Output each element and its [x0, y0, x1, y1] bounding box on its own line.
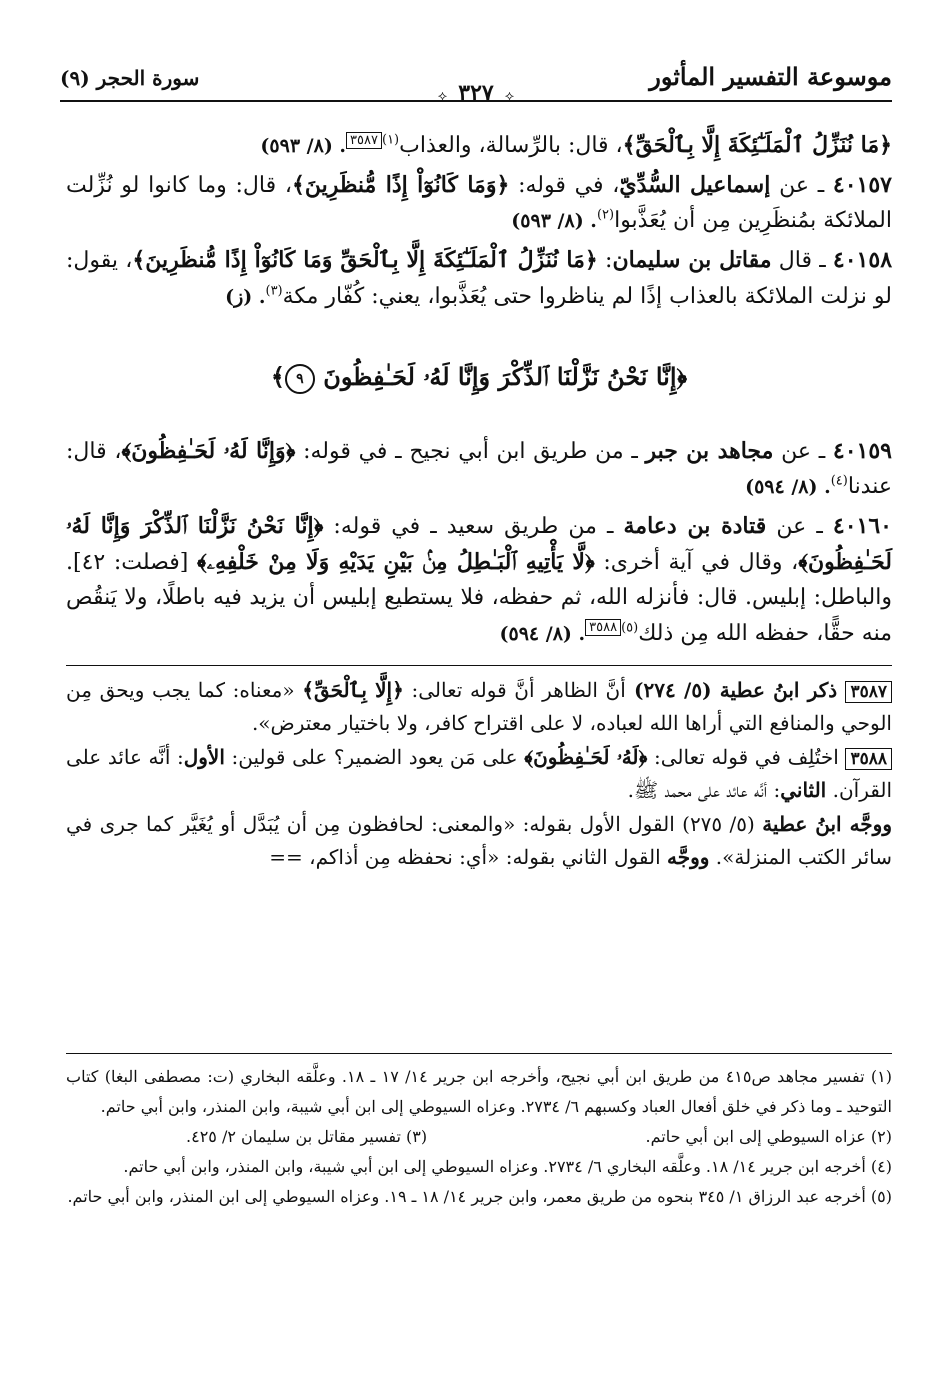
commentary-text: اختُلِف في قوله تعالى: [647, 745, 846, 770]
narration-text: ، وقال في آية أخرى: [594, 549, 799, 575]
narrator-name: قتادة بن دعامة [623, 512, 767, 539]
page-number: ٣٢٧ [458, 80, 494, 106]
ornament-icon: ⟡ [437, 88, 448, 104]
quran-quote: ﴿وَإِنَّا لَهُۥ لَحَـٰفِظُونَ﴾ [121, 437, 296, 464]
commentary-ref-box: ٣٥٨٨ [585, 619, 621, 636]
commentary-text: على مَن يعود الضمير؟ على قولين: [224, 745, 525, 770]
narration-text: : [597, 247, 613, 273]
footnote-ref: (٣) [265, 283, 283, 299]
footnote-ref: (١) [381, 132, 400, 148]
narration-text: ـ عن [766, 513, 833, 539]
quran-quote: ﴿مَا نُنَزِّلُ ٱلْمَلَـٰٓئِكَةَ إِلَّا بِٱلْحَقِّ وَمَا كَانُوٓاْ إِذًا مُّنظَرِينَ﴾ [132, 246, 598, 273]
narration [66, 243, 892, 314]
narration-text: ـ عن [773, 438, 833, 464]
commentary-note [66, 741, 892, 806]
commentary-divider [66, 665, 892, 666]
quran-quote: ﴿وَمَا كَانُوٓاْ إِذًا مُّنظَرِينَ﴾ [291, 171, 510, 198]
book-title: موسوعة التفسير المأثور [649, 62, 892, 91]
ornament-icon: ⟡ [504, 88, 515, 104]
footnote-ref: (٢) [596, 207, 615, 223]
source-ref: . (٨/ ٥٩٤) [745, 476, 831, 499]
verse-close: ﴾ [270, 362, 285, 392]
narration-number: ٤٠١٦٠ [832, 512, 892, 539]
commentary-lead: ذكر ابنُ عطية (٥/ ٢٧٤) [625, 678, 846, 703]
commentary-note [66, 674, 892, 739]
footnote: (٣) تفسير مقاتل بن سليمان ٢/ ٤٢٥. [186, 1127, 428, 1147]
narration-text: ـ من طريق ابن أبي نجيح ـ في قوله: [295, 438, 646, 464]
verse-text: ﴿إِنَّا نَحْنُ نَزَّلْنَا ٱلذِّكْرَ وَإِنَّا لَهُۥ لَحَـٰفِظُونَ [323, 362, 688, 392]
footnotes [66, 1062, 892, 1212]
surah-title: سورة الحجر (٩) [60, 66, 200, 90]
verse-heading [66, 362, 892, 394]
footnote-ref: (٤) [830, 473, 848, 489]
verse-number-badge: ٩ [285, 364, 315, 394]
quran-quote: ﴿إِلَّا بِٱلْحَقِّ﴾ [302, 678, 404, 703]
commentary-bold: ووجَّه [667, 844, 710, 869]
source-ref: . (٨/ ٥٩٣) [260, 135, 347, 157]
narration-text: ـ من طريق سعيد ـ في قوله: [323, 513, 624, 539]
narration-number: ٤٠١٥٩ [832, 437, 892, 464]
source-ref: . (ز) [225, 285, 266, 308]
footnote: (٢) عزاه السيوطي إلى ابن أبي حاتم. [645, 1127, 892, 1147]
narration [66, 509, 892, 652]
narration-text: ـ قال [771, 247, 833, 273]
header-divider [60, 100, 892, 102]
footnote: (١) تفسير مجاهد ص٤١٥ من طريق ابن أبي نجيح، وأخرجه ابن جرير ١٤/ ١٧ ـ ١٨. وعلَّقه البخاري (ت: مصطفى البغا) كتاب التوحيد ـ وما ذكر في خلق أفعال العباد وكسبهم ٦/ ٢٧٣٤. وعزاه السيوطي إلى ابن أبي شيبة، وابن المنذر، وابن أبي حاتم. [66, 1067, 893, 1117]
narration-continuation [66, 128, 892, 164]
footnote: (٤) أخرجه ابن جرير ١٤/ ١٨. وعلَّقه البخاري ٦/ ٢٧٣٤. وعزاه السيوطي إلى ابن أبي شيبة، وابن المنذر، وابن أبي حاتم. [123, 1157, 892, 1177]
narration [66, 168, 892, 239]
narration-text: ، يقول: لو نزلت الملائكة بالعذاب إذًا لم يناظروا حتى يُعَذَّبوا، يعني: كُفّار مكة [66, 247, 892, 309]
commentary-text: «معناه: كما يجب ويحق مِن الوحي والمنافع التي أراها الله لعباده، لا على اقتراح كافر، ولا باختيار معترض». [66, 678, 892, 735]
narration-text: ، قال: عندنا [66, 438, 892, 500]
narration-text: ، قال: وما كانوا لو نُزِّلت الملائكة بمُنظَرِين مِن أن يُعَذَّبوا [66, 172, 892, 234]
commentary-bold: الثاني [780, 777, 827, 802]
narration-number: ٤٠١٥٧ [832, 171, 892, 198]
narrator-name: مقاتل بن سليمان [612, 246, 772, 273]
quran-quote: ﴿لَهُۥ لَحَـٰفِظُونَ﴾ [524, 745, 648, 770]
narrator-name: إسماعيل السُّدِّيّ [619, 171, 771, 198]
narration-text: ـ عن [770, 172, 833, 198]
narration-number: ٤٠١٥٨ [832, 246, 893, 273]
footnote: (٥) أخرجه عبد الرزاق ١/ ٣٤٥ بنحوه من طريق معمر، وابن جرير ١٤/ ١٨ ـ ١٩. وعزاه السيوطي إلى ابن المنذر، وابن أبي حاتم. [67, 1187, 892, 1207]
commentary-number-box: ٣٥٨٧ [845, 681, 892, 703]
commentary-text: القول الثاني بقوله: «أي: نحفظه مِن أذاكم، == [269, 844, 667, 869]
footnote-pair [66, 1122, 892, 1152]
narrator-name: مجاهد بن جبر [645, 437, 774, 464]
quran-quote: ﴿إِنَّا نَحْنُ نَزَّلْنَا ٱلذِّكْرَ وَإِنَّا لَهُۥ لَحَـٰفِظُونَ﴾ [66, 512, 893, 575]
narration-text: [فصلت: ٤٢]. والباطل: إبليس. قال: فأنزله الله، ثم حفظه، فلا يستطيع إبليس أن يزيد فيه باطلًا، ولا يَنقُص منه حقًّا، حفظه الله مِن ذلك [66, 549, 892, 646]
commentary-bold: الأول [183, 745, 225, 770]
footnote-ref: (٥) [621, 620, 639, 636]
commentary-number-box: ٣٥٨٨ [845, 748, 892, 770]
source-ref: . (٨/ ٥٩٣) [511, 210, 597, 233]
commentary-note [66, 808, 892, 873]
commentary-ref-box: ٣٥٨٧ [346, 132, 382, 149]
commentary-text: (٥/ ٢٧٥) القول الأول بقوله: «والمعنى: لحافظون مِن أن يُبَدَّل أو يُغَيَّر كما جرى في سائر الكتب المنزلة». [66, 812, 892, 869]
commentary-text: : أنَّه عائد على القرآن. [66, 745, 892, 802]
quran-quote: ﴿مَا نُنَزِّلُ ٱلْمَلَـٰٓئِكَةَ إِلَّا بِٱلْحَقِّ﴾ [622, 132, 892, 158]
narration-text: ، في قوله: [509, 172, 620, 198]
commentary-text: : أنَّه عائد على محمد ﷺ. [627, 777, 781, 802]
narration-text: ، قال: بالرِّسالة، والعذاب [399, 133, 623, 158]
main-text [66, 128, 892, 875]
commentary-text: أنَّ الظاهر أنَّ قوله تعالى: [403, 678, 626, 703]
narration [66, 434, 892, 505]
commentary-bold: ووجَّه ابنُ عطية [762, 812, 892, 837]
quran-quote: ﴿لَّا يَأْتِيهِ ٱلْبَـٰطِلُ مِنۢ بَيْنِ يَدَيْهِ وَلَا مِنْ خَلْفِهِۦ﴾ [196, 548, 595, 575]
footnote-divider [66, 1053, 892, 1054]
source-ref: . (٨/ ٥٩٤) [499, 622, 586, 645]
